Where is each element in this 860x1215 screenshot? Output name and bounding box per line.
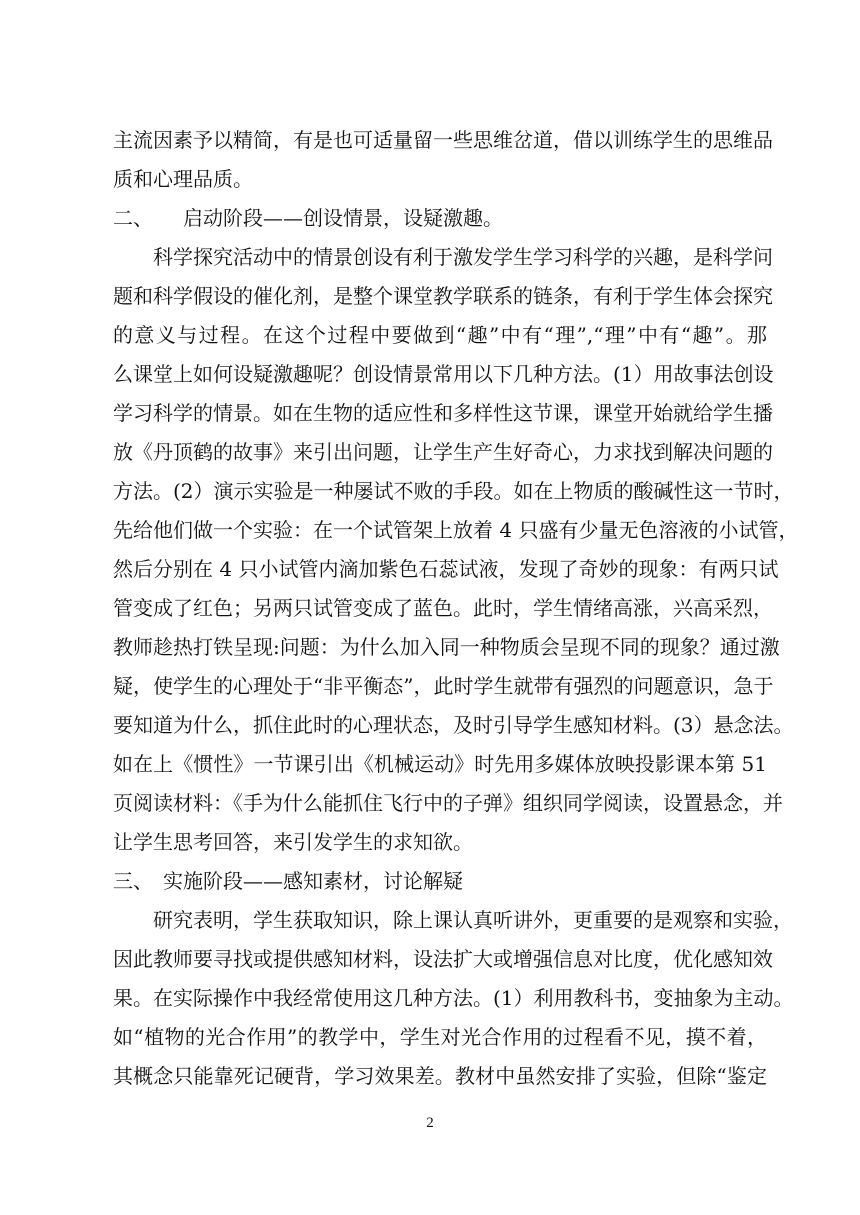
body-line: 果。在实际操作中我经常使用这几种方法。(1）利用教科书，变抽象为主动。 — [113, 986, 794, 1010]
section-heading-3: 三、 实施阶段——感知素材，讨论解疑 — [113, 869, 463, 893]
body-line: 其概念只能靠死记硬背，学习效果差。教材中虽然安排了实验，但除“鉴定 — [113, 1064, 767, 1088]
section-heading-2: 二、 启动阶段——创设情景，设疑激趣。 — [113, 206, 503, 230]
body-line: 如“植物的光合作用”的教学中，学生对光合作用的过程看不见，摸不着， — [113, 1025, 767, 1049]
body-line: 的意义与过程。在这个过程中要做到“趣”中有“理”,“理”中有“趣”。那 — [113, 323, 767, 347]
body-line: 么课堂上如何设疑激趣呢？创设情景常用以下几种方法。(1）用故事法创设 — [113, 362, 774, 386]
body-line: 质和心理品质。 — [113, 167, 253, 191]
body-line: 管变成了红色；另两只试管变成了蓝色。此时，学生情绪高涨，兴高采烈， — [113, 596, 773, 620]
page-number: 2 — [426, 1115, 434, 1131]
body-line: 疑，使学生的心理处于“非平衡态”，此时学生就带有强烈的问题意识，急于 — [113, 674, 774, 698]
body-line: 题和科学假设的催化剂，是整个课堂教学联系的链条，有利于学生体会探究 — [113, 284, 773, 308]
body-line: 让学生思考回答，来引发学生的求知欲。 — [113, 830, 473, 854]
body-line: 方法。(2）演示实验是一种屡试不败的手段。如在上物质的酸碱性这一节时， — [113, 479, 794, 503]
body-line: 然后分别在 4 只小试管内滴加紫色石蕊试液，发现了奇妙的现象：有两只试 — [113, 557, 779, 581]
body-line: 学习科学的情景。如在生物的适应性和多样性这节课，课堂开始就给学生播 — [113, 401, 773, 425]
body-line: 因此教师要寻找或提供感知材料，设法扩大或增强信息对比度，优化感知效 — [113, 947, 773, 971]
body-line: 如在上《惯性》一节课引出《机械运动》时先用多媒体放映投影课本第 51 — [113, 752, 767, 776]
paragraph-first-line: 研究表明，学生获取知识，除上课认真听讲外，更重要的是观察和实验， — [153, 908, 793, 932]
body-line: 教师趁热打铁呈现:问题：为什么加入同一种物质会呈现不同的现象？通过激 — [113, 635, 780, 659]
body-line: 放《丹顶鹤的故事》来引出问题，让学生产生好奇心，力求找到解决问题的 — [113, 440, 773, 464]
body-line: 页阅读材料：《手为什么能抓住飞行中的子弹》组织同学阅读，设置悬念，并 — [113, 791, 783, 815]
body-line: 先给他们做一个实验：在一个试管架上放着 4 只盛有少量无色溶液的小试管， — [113, 518, 799, 542]
body-line: 要知道为什么，抓住此时的心理状态，及时引导学生感知材料。(3）悬念法。 — [113, 713, 794, 737]
body-line: 主流因素予以精简，有是也可适量留一些思维岔道，借以训练学生的思维品 — [113, 128, 773, 152]
paragraph-first-line: 科学探究活动中的情景创设有利于激发学生学习科学的兴趣，是科学问 — [153, 245, 773, 269]
